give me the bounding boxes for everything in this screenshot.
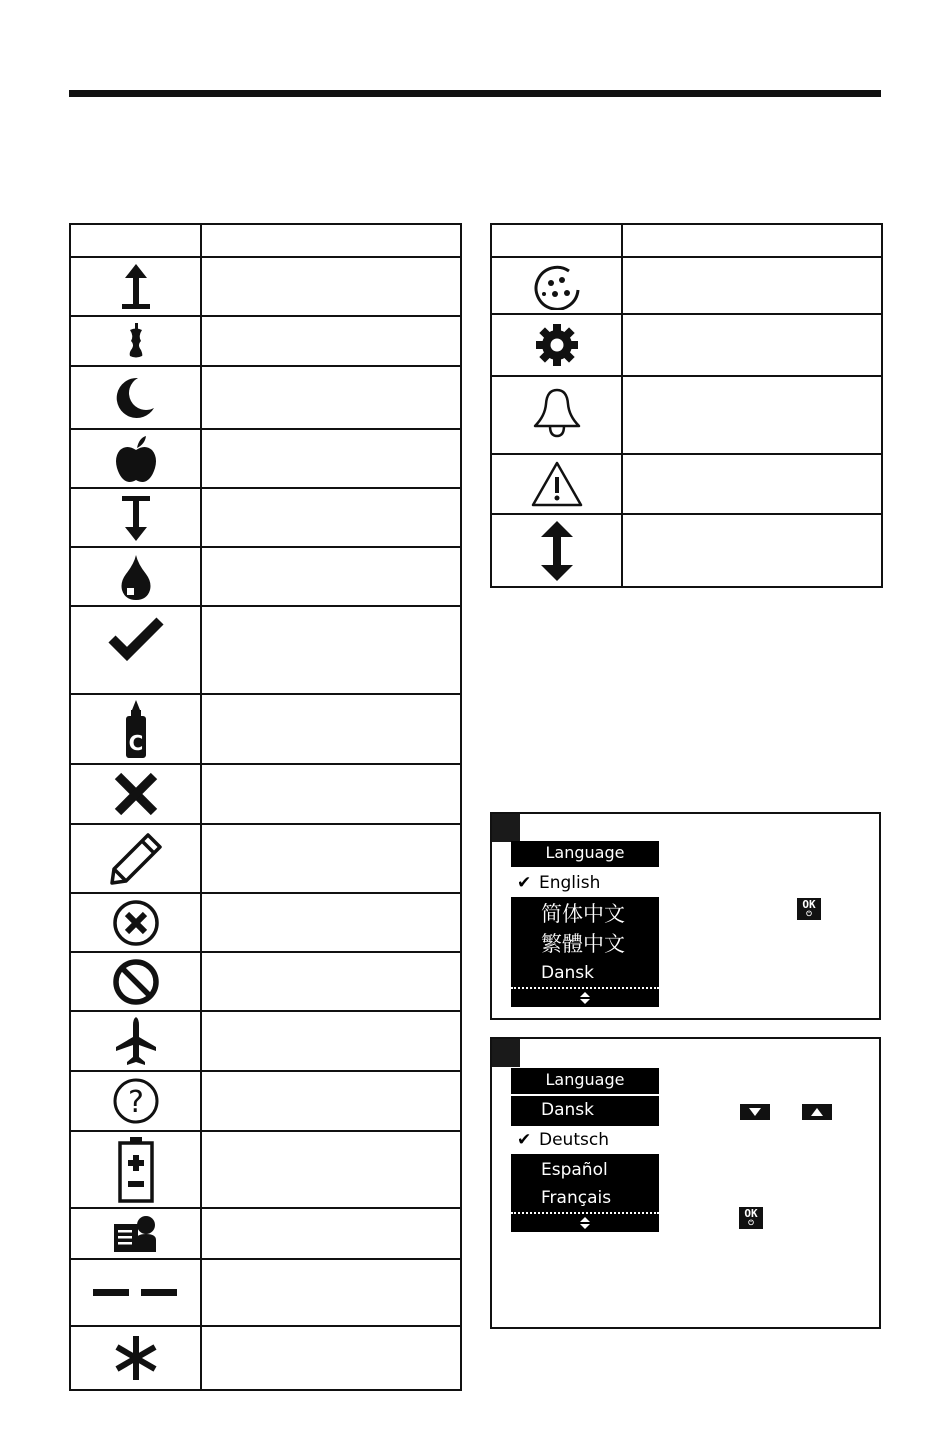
table-row <box>70 764 461 824</box>
double-dash-icon <box>91 1283 181 1303</box>
moon-icon <box>114 375 158 421</box>
ok-button-icon: OK ⏻ <box>797 898 821 920</box>
airplane-icon <box>114 1015 158 1067</box>
prohibited-icon <box>111 957 161 1007</box>
language-option[interactable]: 简体中文 <box>541 902 625 926</box>
table-row <box>491 314 882 376</box>
table-row <box>70 606 461 694</box>
language-list <box>511 1156 659 1212</box>
table-row <box>70 488 461 547</box>
table-row <box>70 1326 461 1390</box>
cookie-icon <box>531 262 583 310</box>
table-row <box>70 952 461 1011</box>
question-circle-icon <box>111 1076 161 1126</box>
meter-screen <box>511 841 659 1007</box>
up-button-icon <box>802 1104 832 1120</box>
language-list <box>511 899 659 987</box>
power-icon: ⏻ <box>748 1219 754 1227</box>
table-row <box>70 1011 461 1071</box>
language-option[interactable]: Français <box>541 1188 612 1208</box>
screen-title: Language <box>511 841 659 865</box>
scroll-arrows-icon <box>578 991 592 1005</box>
step-panel-2 <box>490 1037 881 1329</box>
symbol-table-left <box>69 223 462 1391</box>
table-row <box>70 547 461 606</box>
up-arrow-icon <box>802 1104 832 1120</box>
language-option[interactable]: 繁體中文 <box>541 932 625 956</box>
svg-text:C: C <box>128 731 143 755</box>
table-row <box>70 366 461 429</box>
apple-core-icon <box>121 322 151 360</box>
checkmark-icon <box>107 615 165 661</box>
table-row <box>491 454 882 514</box>
power-icon: ⏻ <box>806 910 812 918</box>
screen-title: Language <box>511 1068 659 1092</box>
language-option-label: English <box>539 873 601 893</box>
symbol-table-right <box>490 223 883 588</box>
table-row <box>491 257 882 314</box>
x-mark-icon <box>112 771 160 817</box>
language-option[interactable]: Español <box>541 1160 608 1180</box>
down-arrow-icon <box>740 1104 770 1120</box>
step-panel-1 <box>490 812 881 1020</box>
user-manual-icon <box>112 1214 160 1254</box>
language-option[interactable]: Dansk <box>541 1100 594 1120</box>
battery-icon <box>116 1135 156 1205</box>
scroll-indicator <box>511 987 659 1007</box>
table-row <box>70 257 461 316</box>
step-number-box <box>492 1039 520 1067</box>
arrow-down-bar-icon <box>116 493 156 543</box>
table-header-row <box>70 224 461 257</box>
table-header-row <box>491 224 882 257</box>
language-option-selected[interactable] <box>511 1124 659 1156</box>
warning-triangle-icon <box>529 459 585 509</box>
pencil-icon <box>108 831 164 887</box>
bell-icon <box>530 386 584 444</box>
step-number-box <box>492 814 520 842</box>
gear-icon <box>533 321 581 369</box>
table-row <box>70 1208 461 1259</box>
table-row <box>70 1071 461 1131</box>
table-row <box>70 429 461 488</box>
language-option[interactable]: Dansk <box>541 963 594 983</box>
arrow-up-bar-icon <box>116 262 156 312</box>
table-row <box>70 824 461 893</box>
language-option-selected[interactable] <box>511 869 659 899</box>
check-icon: ✔ <box>517 873 532 893</box>
blood-drop-icon <box>118 552 154 602</box>
table-row <box>491 514 882 587</box>
scroll-arrows-icon <box>578 1216 592 1230</box>
down-button-icon <box>740 1104 770 1120</box>
table-row <box>491 376 882 454</box>
header-rule <box>69 90 881 97</box>
control-solution-icon <box>121 698 151 760</box>
circled-x-icon <box>111 898 161 948</box>
double-arrow-vertical-icon <box>537 519 577 583</box>
table-row <box>70 893 461 952</box>
apple-icon <box>113 434 159 484</box>
table-row <box>70 694 461 764</box>
ok-button-icon: OK ⏻ <box>739 1207 763 1229</box>
asterisk-icon <box>111 1333 161 1383</box>
meter-screen <box>511 1068 659 1232</box>
table-row <box>70 1259 461 1326</box>
language-option-label: Deutsch <box>539 1130 609 1150</box>
table-row <box>70 1131 461 1208</box>
scroll-indicator <box>511 1212 659 1232</box>
table-row <box>70 316 461 366</box>
check-icon: ✔ <box>517 1130 532 1150</box>
svg-text:?: ? <box>127 1085 144 1120</box>
